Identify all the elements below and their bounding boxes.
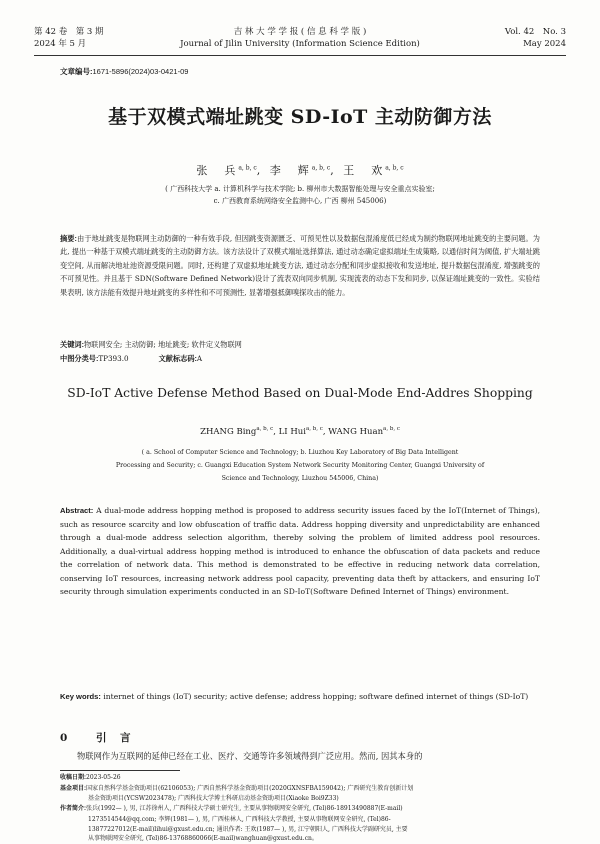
author-affiliation-mark: a, b, c — [238, 164, 257, 172]
author-name: WANG Huan — [328, 426, 384, 437]
journal-name-en: Journal of Jilin University (Information Science Edition) — [180, 39, 420, 49]
volume-issue-cn: 第 42 卷 第 3 期 — [34, 27, 104, 37]
volume-issue-en: Vol. 42 No. 3 — [504, 27, 566, 37]
affiliation-line: Processing and Security; c. Guangxi Education System Network Security Monitoring Center, Guangxi University of — [115, 462, 485, 469]
date-cn: 2024 年 5 月 — [34, 39, 87, 49]
footnote-divider — [60, 770, 180, 771]
author-affiliation-mark: a, b, c — [383, 426, 400, 432]
affiliation-line: ( a. School of Computer Science and Technology; b. Liuzhou Key Laboratory of Big Data Intelligent — [141, 449, 459, 456]
affiliation-cn — [60, 184, 540, 207]
section-number: 0 — [60, 732, 69, 744]
author-separator: , — [330, 164, 344, 177]
keywords-label-cn: 关键词: — [60, 340, 84, 349]
paper-title-en: SD-IoT Active Defense Method Based on Dual-Mode End-Addres Shopping — [67, 386, 533, 400]
keywords-label-en: Key words: — [60, 692, 101, 701]
footnote-author-bio — [60, 804, 542, 815]
author-list-cn — [0, 162, 600, 178]
running-header — [34, 22, 566, 56]
doc-code-value: A — [196, 354, 203, 363]
footnote-label: 基金项目: — [60, 785, 86, 792]
footnote-text: 13877227012(E-mail)lihui@gxust.edu.cn; 通讯作者: 王欢(1987— ), 男, 江宁朝阳人, 广西科技大学副研究员, 主要 — [88, 825, 408, 833]
section-title-char: 引 — [96, 732, 108, 744]
paper-title-cn: 基于双模式端址跳变 SD-IoT 主动防御方法 — [108, 106, 492, 128]
abstract-cn — [60, 232, 540, 299]
date-en: May 2024 — [523, 39, 566, 49]
header-center — [34, 26, 566, 50]
footnote-text: 张兵(1992— ), 男, 江苏徐州人, 广西科技大学硕士研究生, 主要从事物联网安全研究, (Tel)86-18913490887(E-mail) — [86, 805, 403, 813]
article-number-value: 1671-5896(2024)03-0421-09 — [92, 67, 189, 76]
footnote-text: 1273514544@qq.com; 李辉(1981— ), 男, 广西桂林人, 广西科技大学教授, 主要从事物联网安全研究, (Tel)86- — [88, 815, 391, 823]
doc-code-label: 文献标志码: — [158, 354, 197, 363]
footnote-author-bio-cont — [60, 825, 542, 835]
body-paragraph: 物联网作为互联网的延伸已经在工业、医疗、交通等许多领域得到广泛应用。然而, 因其本身的 — [77, 751, 423, 761]
section-title-char: 言 — [120, 732, 132, 744]
author-name: 王 欢 — [343, 164, 386, 177]
author-name: 李 辉 — [269, 164, 312, 177]
footnote-received — [60, 773, 542, 784]
clc-value: TP393.0 — [98, 354, 129, 363]
footnote-funding-cont — [60, 794, 542, 804]
footnote-author-bio-cont — [60, 834, 542, 844]
author-separator: , — [256, 164, 270, 177]
affiliation-line: Science and Technology, Liuzhou 545006, China) — [221, 475, 379, 482]
abstract-text-cn: 由于地址跳变是物联网主动防御的一种有效手段, 但因跳变资源匮乏、可预见性以及数据包混淆度低已经成为制约物联网地址跳变的主要问题。为此, 提出一种基于双模式端址跳变的主动防御方法。该方法设计了双模式端址选择算法, 通过动态确定虚拟端址生成策略, 以通信时间为阈值, 扩大端址跳变空间, 从而解决地址池资源受限问题。同时, 还构建了双虚拟地址跳变方法, 通过动态分配和同步虚拟接收和发送地址, 提升数据包混淆度, 增强跳变的不可预见性。并且基于 SDN(Software Defined Network)设计了流表双向同步机制, 实现流表的动态下发和同步, 以保证端址跳变的一致性。实验结果表明, 该方法能有效提升地址跳变的多样性和不可预测性, 显著增强抵御嗅探攻击的能力。 — [60, 234, 540, 297]
classification-cn — [60, 352, 202, 365]
keywords-text-cn: 物联网安全; 主动防御; 地址跳变; 软件定义物联网 — [83, 340, 242, 349]
author-separator: , — [273, 426, 279, 437]
affiliation-en — [96, 446, 504, 485]
author-name: 张 兵 — [196, 164, 239, 177]
author-affiliation-mark: a, b, c — [256, 426, 274, 432]
footnote-funding — [60, 784, 542, 795]
article-number — [60, 66, 188, 77]
author-list-en — [0, 426, 600, 437]
footnote-text: 从事物联网安全研究, (Tel)86-13768860066(E-mail)wanghuan@gxust.edu.cn。 — [88, 835, 318, 843]
footnote-author-bio-cont — [60, 815, 542, 825]
abstract-label-cn: 摘要: — [60, 234, 77, 243]
author-name: LI Hui — [278, 426, 306, 437]
abstract-en — [60, 504, 540, 599]
footnote-label: 收稿日期: — [60, 775, 86, 781]
footnotes — [60, 773, 542, 844]
keywords-en — [60, 690, 540, 704]
footnote-text: 2023-05-26 — [86, 774, 121, 781]
header-right — [505, 26, 566, 50]
abstract-label-en: Abstract: — [60, 506, 94, 515]
footnote-text: 国家自然科学基金资助项目(62106053); 广西自然科学基金资助项目(2020GXNSFBA159042); 广西研究生教育创新计划 — [86, 784, 414, 792]
footnote-label: 作者简介: — [60, 806, 86, 813]
section-heading — [60, 730, 144, 745]
author-affiliation-mark: a, b, c — [305, 426, 323, 432]
affiliation-line: ( 广西科技大学 a. 计算机科学与技术学院; b. 柳州市大数据智能处理与安全重点实验室; — [165, 185, 435, 193]
abstract-text-en: A dual-mode address hopping method is proposed to address security issues faced by the IoT(Internet of Things), such as resource scarcity and low obfuscation of traffic data. Address hopping diversity and unpredictability are enhanced through a dual-mode address selection algorithm, thereby solving the problem of limited address pool resources. Additionally, a dual-virtual address hopping method is introduced to enhance the obfuscation of data packets and reduce the correlation of network data. This method is demonstrated to be effective in reducing network data correlation, conserving IoT resources, increasing network address pool capacity, preventing data theft by attackers, and ensuring IoT security through simulation experiments conducted in an SD-IoT(Software Defined Internet of Things) environment. — [60, 506, 540, 596]
affiliation-line: c. 广西教育系统网络安全监测中心, 广西 柳州 545006) — [213, 196, 387, 205]
clc-label: 中图分类号: — [60, 354, 99, 363]
keywords-cn — [60, 338, 540, 351]
journal-name-cn: 吉 林 大 学 学 报 ( 信 息 科 学 版 ) — [233, 27, 367, 37]
keywords-text-en: internet of things (IoT) security; active defense; address hopping; software defined internet of things (SD-IoT) — [103, 692, 529, 701]
author-separator: , — [322, 426, 329, 437]
author-name: ZHANG Bing — [200, 426, 257, 437]
author-affiliation-mark: a, b, c — [385, 164, 404, 172]
article-number-label: 文章编号: — [60, 67, 93, 76]
author-affiliation-mark: a, b, c — [311, 164, 331, 172]
footnote-text: 基金资助项目(YCSW2023478); 广西科技大学博士科研启动基金资助项目(Xiaoke Boi9Z33) — [88, 795, 339, 803]
